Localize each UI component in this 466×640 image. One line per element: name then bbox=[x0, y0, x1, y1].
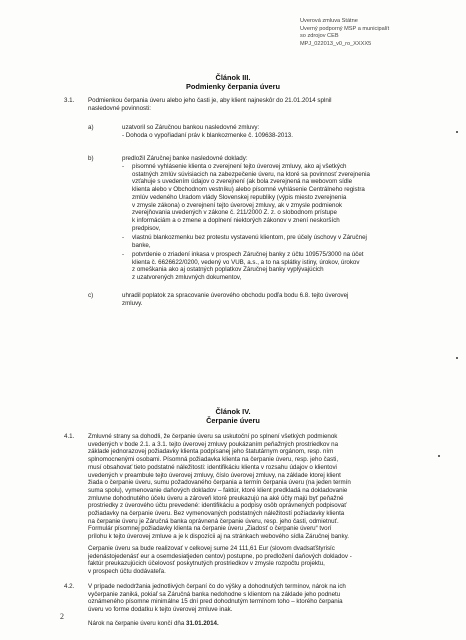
drawing-deadline-date: 31.01.2014. bbox=[186, 620, 219, 627]
text-line: uhradil poplatok za spracovanie úverového obchodu podľa bodu 6.8. tejto úverovej bbox=[122, 292, 349, 299]
text-line: Formulár písomnej požiadavky klienta na čerpanie úveru „Žiadosť o čerpanie úveru“ tvorí bbox=[88, 525, 332, 533]
text-line: predpisov, bbox=[132, 224, 161, 232]
header-line: Úverný podporný MSP a municipalít bbox=[300, 25, 390, 32]
text-line: vlastnú blankozmenku bez protestu vystavenú klientom, pre účely úschovy v Záručnej bbox=[132, 234, 367, 241]
text-line: zverejňovania uvedených v zákone č. 211/2000 Z. z. o slobodnom prístupe bbox=[132, 209, 337, 217]
article-4-title: Článok IV. bbox=[215, 407, 251, 416]
section-4-1-text bbox=[88, 433, 426, 541]
text-line: splnomocnenými osobami. Písomná požiadavka klienta na čerpanie úveru, resp. jeho časti, bbox=[88, 456, 339, 464]
text-line: v zmysle zákona) o zverejnení tejto úverovej zmluvy, ak v zmysle podmienok bbox=[132, 201, 342, 209]
text-line: prostriedky z úverového účtu prevedené: identifikáciu a podpisy osôb oprávnených podpisovať bbox=[88, 502, 347, 510]
section-3-1-text bbox=[88, 97, 424, 112]
text-line: V prípade nedodržania jednotlivých čerpaní čo do výšky a dohodnutých termínov, nárok na ich bbox=[88, 583, 346, 590]
item-b-bullet-3: - potvrdenie o zriadení inkasa v prospech Záručnej banky z účtu 109575/3000 na účet klienta č. 6626622/0200, vedený vo VÚB, a.s., a to na splátky istiny, úrokov, úrokov z omeškania ako aj ostatných poplatkov Záručnej banky vyplývajúcich z uzatvorených zmluvných dokumentov, bbox=[122, 251, 424, 282]
header-line: Úverová zmluva Štátne bbox=[300, 18, 358, 24]
item-b-bullet-1: - písomné vyhlásenie klienta o zverejnení tejto úverovej zmluvy, ako aj všetkých ostatných zmlúv súvisiacich na zabezpečenie úveru, na ktoré sa povinnosť zverejnenia vzťahuje s uvedením údajov o zverejnení (ak bola zverejnená na webovom sídle klienta alebo v Obchodnom vestníku) alebo písomné vyhlásenie Centrálneho registra zmlúv vedeného Úradom vlády Slovenskej republiky (výpis miesto zverejnenia v zmysle zákona) o zverejnení tejto úverovej zmluvy, ak v zmysle podmienok zverejňovania uvedených v zákone č. 211/2000 Z. z. o slobodnom prístupe k informáciám a o zmene a doplnení niektorých zákonov v znení neskorších predpisov, bbox=[122, 163, 424, 232]
item-b-intro: predložil Záručnej banke nasledovné doklady: bbox=[122, 155, 248, 162]
item-c-text bbox=[122, 292, 422, 307]
article-3-subtitle: Podmienky čerpania úveru bbox=[185, 82, 281, 91]
text-line: Zmluvné strany sa dohodli, že čerpanie úveru sa uskutoční po splnení všetkých podmienok bbox=[88, 433, 338, 440]
header-line: MPJ_022013_v0_ro_XXXX5 bbox=[300, 40, 372, 47]
text-line: Čerpanie úveru sa bude realizovať v celkovej sume 24 111,61 Eur (slovom dvadsaťštyrisíc bbox=[88, 545, 335, 552]
text-line: banke, bbox=[132, 241, 151, 249]
text-line: uvedených v preambule tejto úverovej zmluvy, číslo úverovej zmluvy, na základe ktorej klient bbox=[88, 471, 341, 479]
text-line: základe jednorazovej požiadavky klienta podpísanej jeho štatutárnym orgánom, resp. ním bbox=[88, 448, 334, 456]
item-a-label: a) bbox=[88, 124, 94, 131]
header-line: so zdrojov CEB bbox=[300, 33, 339, 40]
text-line: suma spolu), vymenovanie daňových dokladov – faktúr, ktoré klient predkladá na dokladovanie bbox=[88, 486, 348, 494]
item-c-label: c) bbox=[88, 292, 94, 299]
text-line: klienta alebo v Obchodnom vestníku) alebo písomné vyhlásenie Centrálneho registra bbox=[132, 186, 365, 194]
text-line: požiadavky na čerpanie úveru. Bez vymenovaných podstatných náležitostí požiadavky klienta bbox=[88, 510, 345, 518]
text-line: zmlúv vedeného Úradom vlády Slovenskej republiky (výpis miesto zverejnenia bbox=[132, 193, 347, 201]
section-4-2-text bbox=[88, 583, 426, 614]
text-line: písomné vyhlásenie klienta o zverejnení tejto úverovej zmluvy, ako aj všetkých bbox=[132, 163, 347, 170]
drawing-deadline-label: Nárok na čerpanie úveru končí dňa bbox=[88, 620, 187, 627]
text-line: oznámeného písomne minimálne 15 dní pred dohodnutým termínom toho – ktorého čerpania bbox=[88, 598, 343, 606]
scan-speck bbox=[438, 455, 440, 457]
section-4-1-amount-text bbox=[88, 545, 426, 576]
text-line: z uzatvorených zmluvných dokumentov, bbox=[132, 274, 242, 282]
text-line: ostatných zmlúv súvisiacich na zabezpečenie úveru, na ktoré sa povinnosť zverejnenia bbox=[132, 170, 370, 178]
text-line: potvrdenie o zriadení inkasa v prospech Záručnej banky z účtu 109575/3000 na účet bbox=[132, 251, 364, 258]
text-line: prílohu k tejto úverovej zmluve a je k dispozícii aj na stránkach webového sídla Záručnej banky. bbox=[88, 533, 349, 541]
section-4-1-number: 4.1. bbox=[64, 433, 75, 440]
text-line: vyčerpanie zaniká, pokiaľ sa Záručná banka nedohodne s klientom na základe jeho podnetu bbox=[88, 590, 341, 598]
text-line: z omeškania ako aj ostatných poplatkov Záručnej banky vyplývajúcich bbox=[132, 266, 324, 274]
text-line: klienta č. 6626622/0200, vedený vo VÚB, a.s., a to na splátky istiny, úrokov, úrokov bbox=[132, 258, 360, 266]
text-line: - Dohoda o vypořiadaní práv k blankozmenke č. 109638-2013. bbox=[122, 131, 293, 139]
text-line: Podmienkou čerpania úveru alebo jeho časti je, aby klient najneskôr do 21.01.2014 splnil bbox=[88, 97, 332, 104]
text-line: vzťahuje s uvedením údajov o zverejnení (ak bola zverejnená na webovom sídle bbox=[132, 178, 353, 186]
item-b-bullet-2: - vlastnú blankozmenku bez protestu vystavenú klientom, pre účely úschovy v Záručnej banke, bbox=[122, 234, 424, 249]
section-3-1-number: 3.1. bbox=[64, 97, 75, 104]
text-line: na čerpanie úveru je Záručná banka oprávnená čerpanie úveru, resp. jeho časti, odmietnuť. bbox=[88, 517, 339, 525]
text-line: v prospech účtu dodávateľa. bbox=[88, 568, 166, 576]
text-line: nasledovné povinnosti: bbox=[88, 104, 151, 112]
section-4-2-number: 4.2. bbox=[64, 583, 75, 590]
article-4-subtitle: Čerpanie úveru bbox=[206, 416, 260, 425]
article-3-title: Článok III. bbox=[215, 73, 251, 82]
text-line: zmluvne dohodnutého účelu úveru a zároveň ktoré preukazujú na aké účty majú byť peňažné bbox=[88, 494, 344, 502]
item-b-label: b) bbox=[88, 155, 94, 162]
text-line: jedenástojedenásť eur a osemdesiatjeden centov) postupne, po predložení daňových dokladov - bbox=[88, 552, 352, 560]
document-header bbox=[300, 18, 462, 48]
text-line: uvedených v bode 2.1. a 3.1. tejto úverovej zmluvy poukázaním peňažných prostriedkov na bbox=[88, 440, 339, 448]
drawing-deadline bbox=[88, 620, 426, 628]
text-line: zmluvy. bbox=[122, 299, 143, 307]
text-line: k informáciám a o zmene a doplnení niektorých zákonov v znení neskorších bbox=[132, 216, 340, 224]
page-number: 2 bbox=[60, 612, 64, 621]
text-line: žiada o čerpanie úveru, sumu požadovaného čerpania a termín čerpania úveru (na jeden termín bbox=[88, 479, 351, 487]
item-a-text bbox=[122, 124, 422, 139]
text-line: úveru vo forme dodatku k tejto úverovej zmluve inak. bbox=[88, 606, 233, 614]
scan-speck bbox=[456, 357, 458, 359]
text-line: faktúr preukazujúcich účelovosť poskytnutých prostriedkov v zmysle rozpočtu projektu, bbox=[88, 560, 325, 568]
scan-speck bbox=[456, 131, 458, 133]
text-line: musí obsahovať tieto podstatné náležitosti: identifikáciu klienta v rozsahu údajov o klientovi bbox=[88, 463, 337, 471]
text-line: uzatvoril so Záručnou bankou nasledovné zmluvy: bbox=[122, 124, 260, 131]
